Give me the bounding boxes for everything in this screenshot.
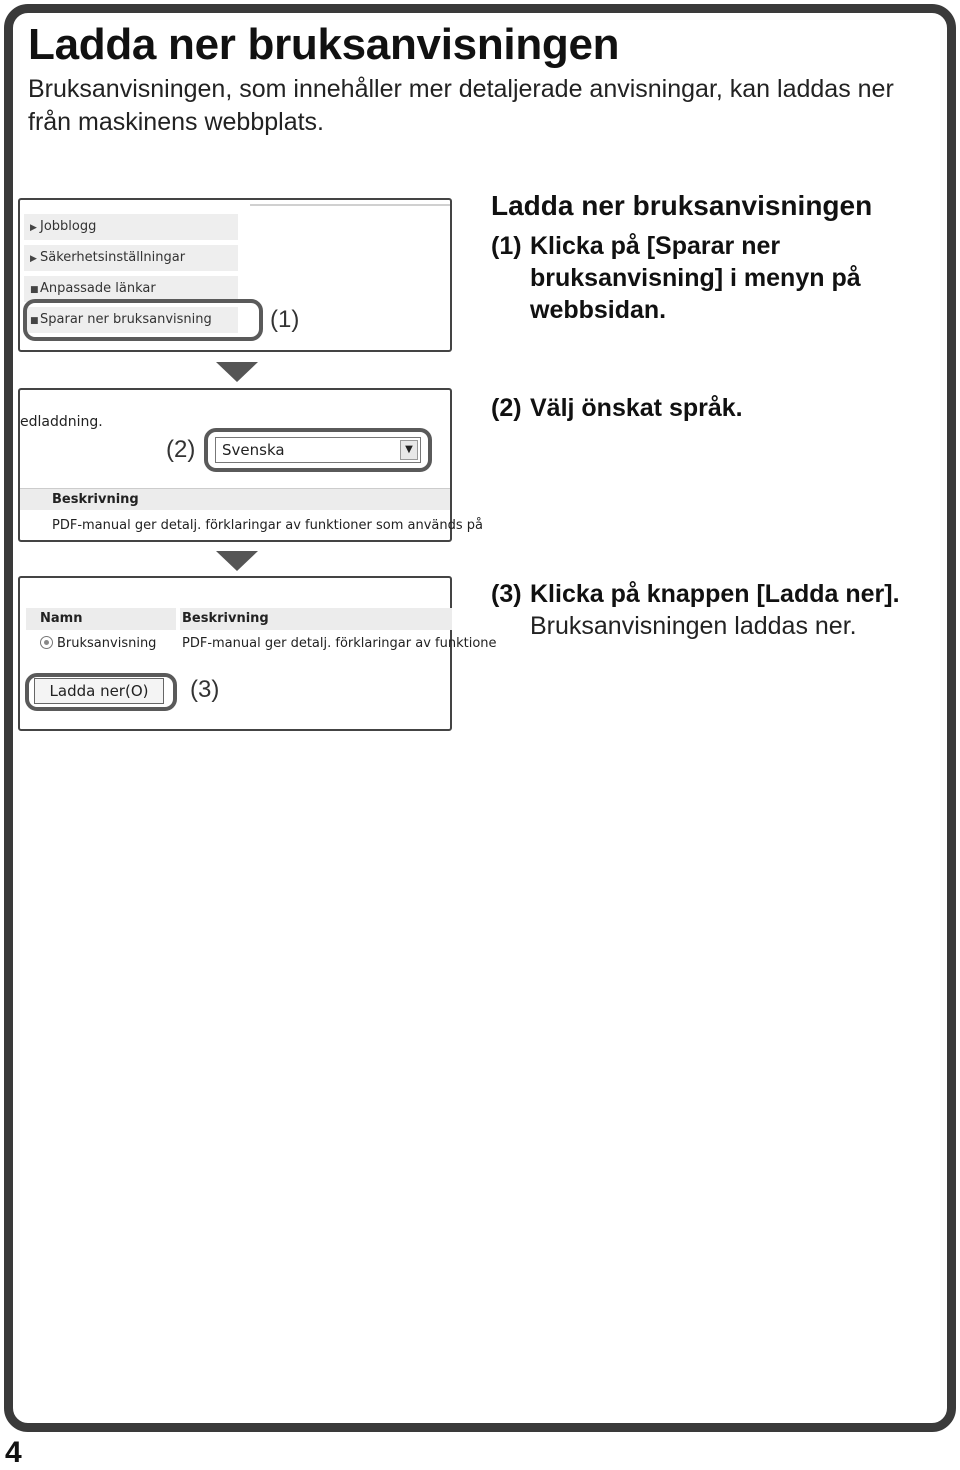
step-text: Klicka på knappen [Ladda ner]. xyxy=(530,580,900,608)
step-3 xyxy=(491,578,941,610)
step-text: Klicka på [Sparar ner bruksanvisning] i menyn på webbsidan. xyxy=(530,232,861,324)
menu-item-label: Sparar ner bruksanvisning xyxy=(40,312,212,327)
down-arrow-icon xyxy=(216,362,258,382)
step-1 xyxy=(491,230,891,326)
screenshot-menu xyxy=(18,198,452,352)
menu-item-sakerhet[interactable] xyxy=(24,245,238,271)
highlight-ring xyxy=(23,299,263,341)
callout-label: (2) xyxy=(166,436,196,463)
row-name: Bruksanvisning xyxy=(57,636,157,651)
page-number: 4 xyxy=(5,1436,22,1469)
step-2 xyxy=(491,392,891,424)
square-bullet-icon: ■ xyxy=(30,316,39,326)
menu-item-label: Anpassade länkar xyxy=(40,281,156,296)
step-number: (1) xyxy=(491,232,522,260)
callout-label: (3) xyxy=(190,676,220,703)
column-header-name: Namn xyxy=(26,608,176,630)
manual-radio-option[interactable] xyxy=(40,636,156,651)
menu-item-jobblogg[interactable] xyxy=(24,214,238,240)
download-button[interactable]: Ladda ner(O) xyxy=(34,678,164,704)
highlight-ring xyxy=(25,673,177,711)
intro-text: Bruksanvisningen, som innehåller mer detaljerade anvisningar, kan laddas ner från maskinens webbplats. xyxy=(28,75,894,136)
table-header xyxy=(20,488,450,510)
page-title: Ladda ner bruksanvisningen xyxy=(28,20,620,69)
callout-label: (1) xyxy=(270,306,300,333)
step-text: Välj önskat språk. xyxy=(530,394,743,422)
screenshot-language xyxy=(18,388,483,542)
step-number: (3) xyxy=(491,580,522,608)
menu-item-label: Jobblogg xyxy=(40,219,97,234)
screenshot-download xyxy=(18,576,497,731)
highlight-ring xyxy=(204,428,432,472)
triangle-right-icon: ▶ xyxy=(30,254,37,264)
column-header-description: Beskrivning xyxy=(180,608,452,630)
column-header: Beskrivning xyxy=(52,492,139,507)
triangle-right-icon: ▶ xyxy=(30,223,37,233)
steps-title: Ladda ner bruksanvisningen xyxy=(491,190,873,221)
static-text: edladdning. xyxy=(20,414,103,430)
step-number: (2) xyxy=(491,394,522,422)
table-row: PDF-manual ger detalj. förklaringar av funktioner som används på xyxy=(52,518,483,533)
divider xyxy=(250,204,450,206)
row-description: PDF-manual ger detalj. förklaringar av funktione xyxy=(182,636,497,651)
square-bullet-icon: ■ xyxy=(30,285,39,295)
chevron-down-icon[interactable]: ▼ xyxy=(400,440,418,460)
step-note: Bruksanvisningen laddas ner. xyxy=(530,612,857,640)
select-value: Svenska xyxy=(222,441,285,459)
menu-item-label: Säkerhetsinställningar xyxy=(40,250,186,265)
radio-icon[interactable] xyxy=(40,636,53,649)
down-arrow-icon xyxy=(216,551,258,571)
